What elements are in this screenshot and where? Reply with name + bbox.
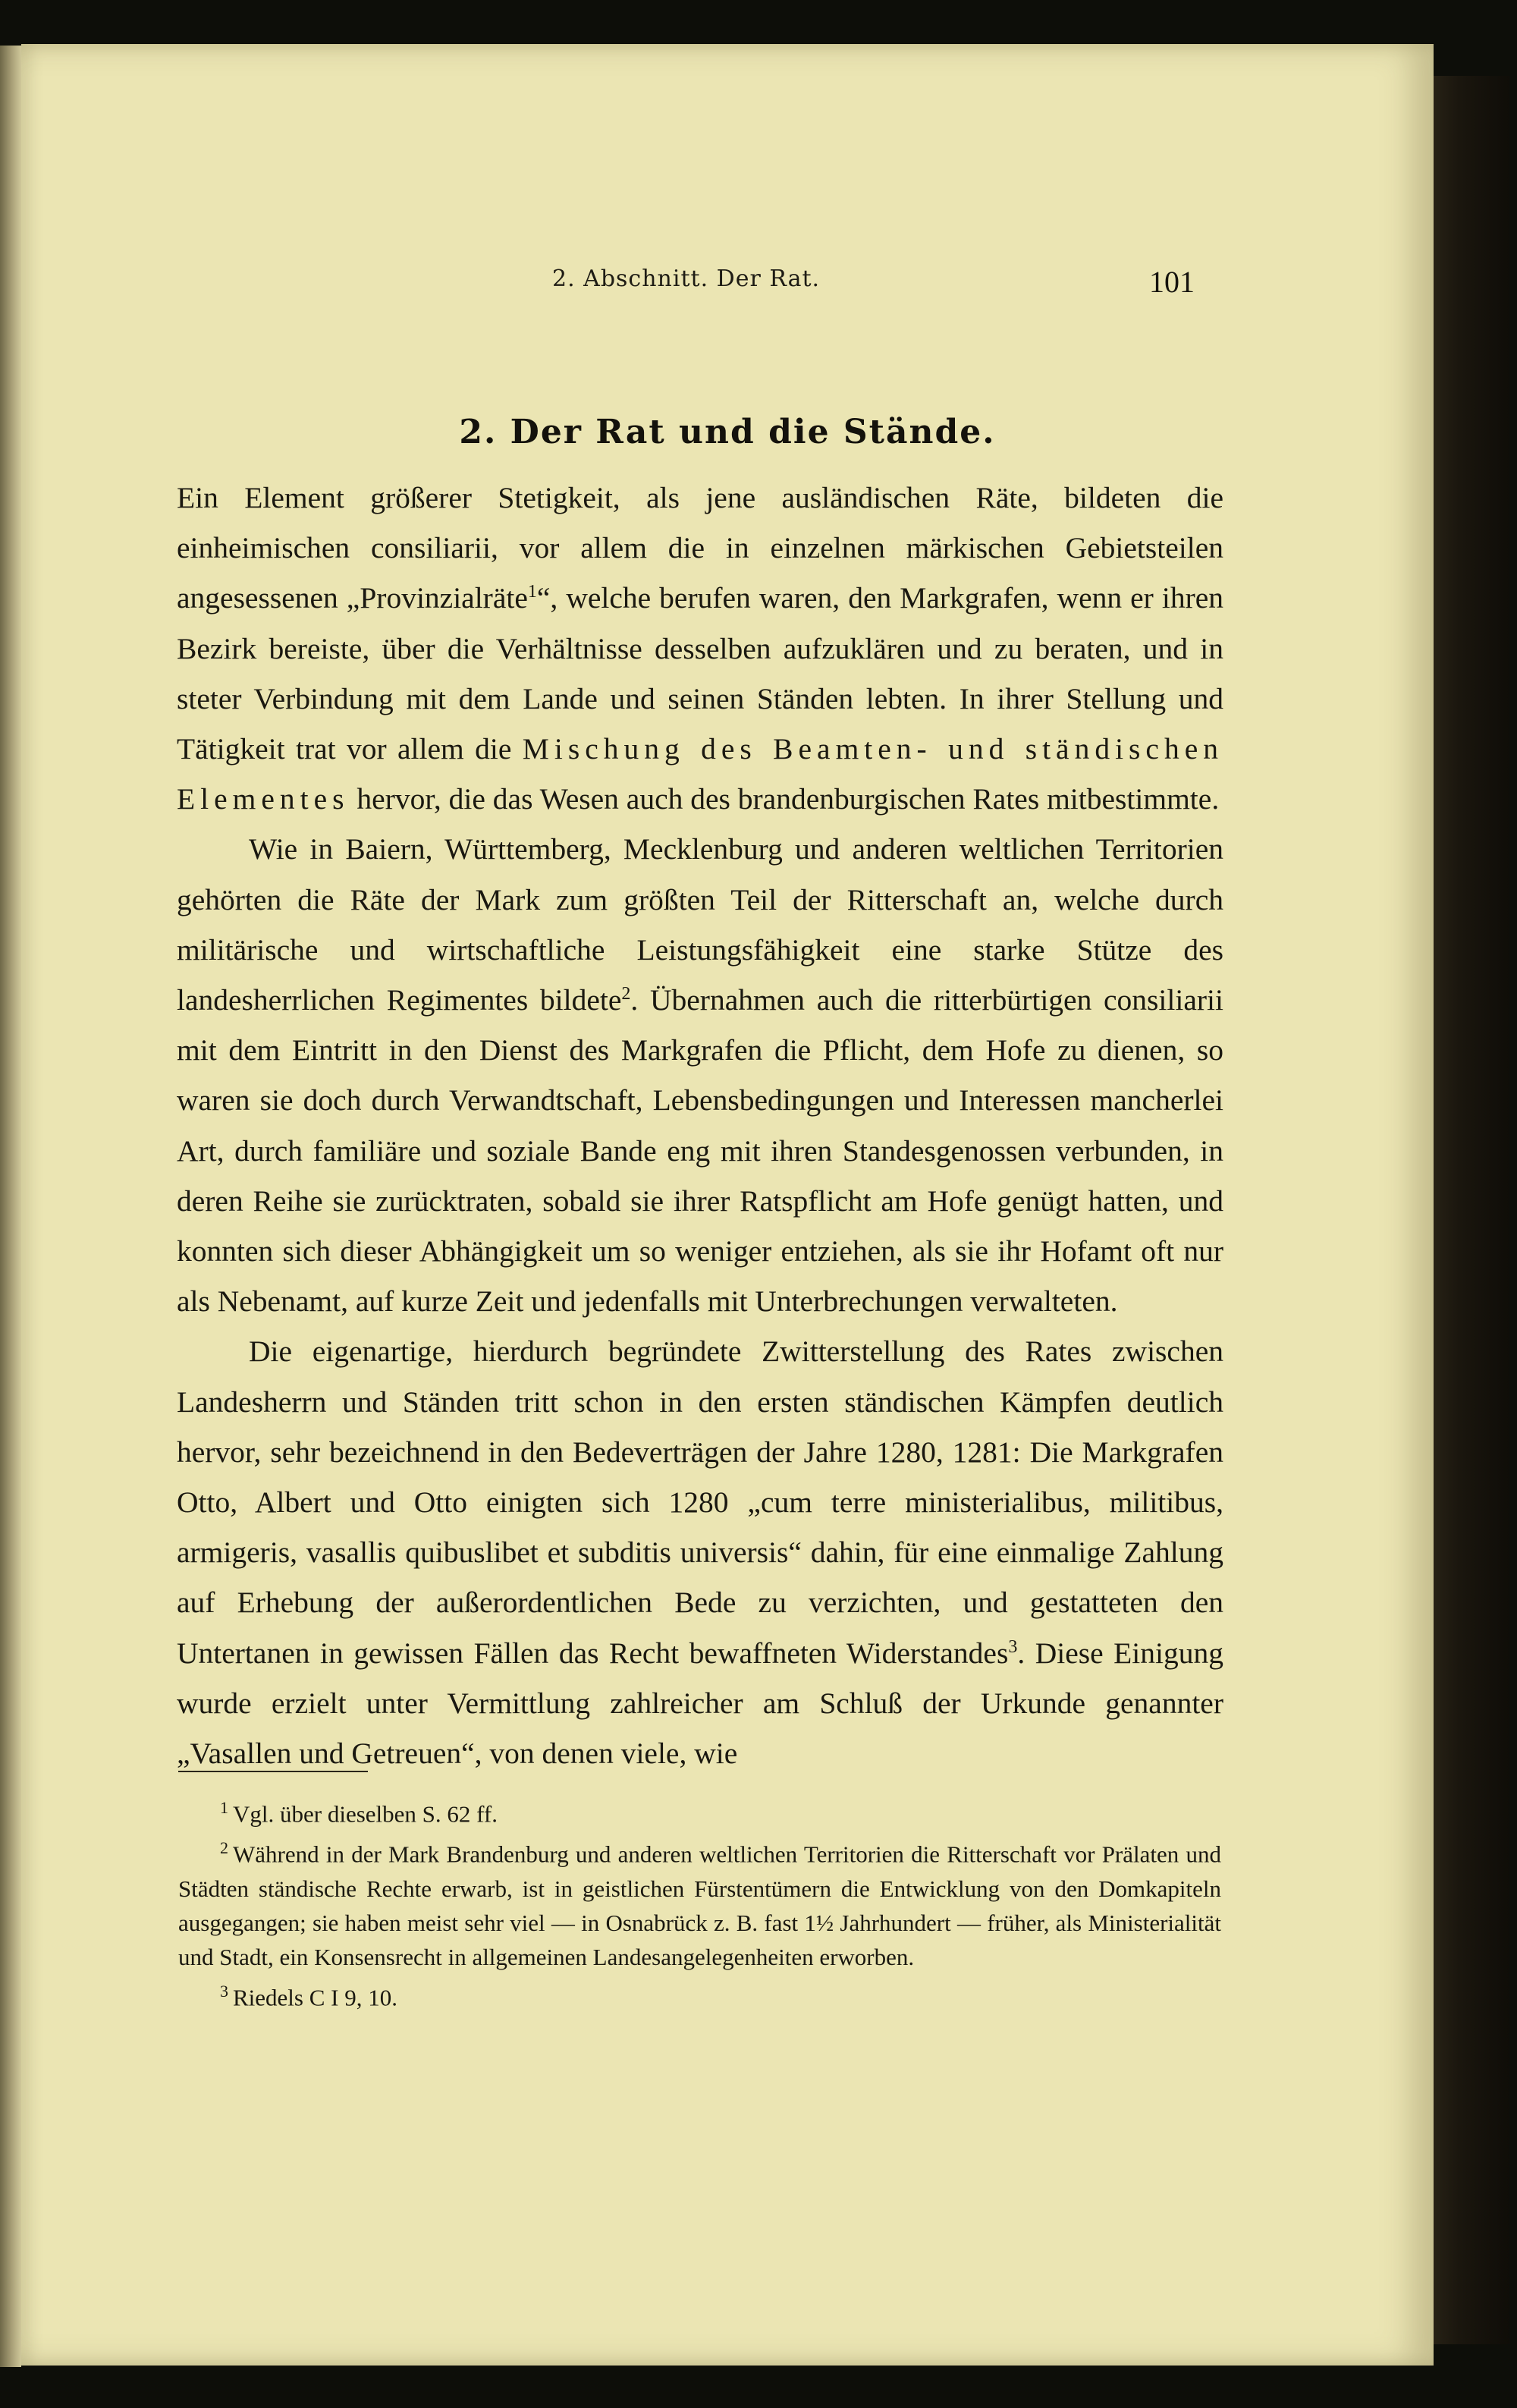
- book-page: [21, 44, 1434, 2366]
- footnote-number: 3: [220, 1981, 228, 2001]
- running-head-title: 2. Abschnitt. Der Rat.: [552, 266, 821, 292]
- page-number: 101: [1149, 265, 1195, 299]
- footnote-1: [178, 1790, 1221, 1831]
- footnote-rule: [178, 1771, 368, 1772]
- footnote-2: [178, 1831, 1221, 1973]
- paragraph-1-text-b: “, welche berufen waren, den Markgrafen, wenn er ihren Bezirk bereiste, über die Verhältnisse desselben aufzuklären und zu beraten, und in steter Verbindung mit dem Lande und seinen Ständen lebten. In ihrer Stellung und Tätigkeit trat vor allem die: [177, 581, 1224, 766]
- footnote-text: Riedels C I 9, 10.: [233, 1983, 397, 2010]
- book-spine-edge: [1426, 76, 1509, 2344]
- paragraph-3: [177, 1326, 1223, 1778]
- footnote-number: 1: [220, 1798, 228, 1817]
- paragraph-2: [177, 824, 1223, 1326]
- paragraph-2-text-a: Wie in Baiern, Württemberg, Mecklenburg und anderen weltlichen Territorien gehörten die Räte der Mark zum größten Teil der Ritterschaft an, welche durch militärische und wirtschaftliche Leistungsfähigkeit eine starke Stütze des landesherrlichen Regimentes bildete: [177, 832, 1223, 1017]
- paragraph-1: [177, 473, 1223, 824]
- running-head: [21, 266, 1434, 311]
- emphasized-phrase: Mischung des Beamten- und ständischen Elementes: [177, 732, 1223, 816]
- main-text: [177, 473, 1223, 1778]
- footnote-3: [178, 1974, 1221, 2014]
- footnote-text: Vgl. über dieselben S. 62 ff.: [233, 1800, 498, 1828]
- footnote-ref-2: 2: [621, 983, 631, 1004]
- paragraph-3-text-a: Die eigenartige, hierdurch begründete Zwitterstellung des Rates zwischen Landesherrn und Ständen tritt schon in den ersten ständischen Kämpfen deutlich hervor, sehr bezeichnend in den Bedeverträgen der Jahre 1280, 1281: Die Markgrafen Otto, Albert und Otto einigten sich 1280 „cum terre ministerialibus, militibus, armigeris, vasallis quibuslibet et subditis universis“ dahin, für eine einmalige Zahlung auf Erhebung der außerordentlichen Bede zu verzichten, und gestatteten den Untertanen in gewissen Fällen das Recht bewaffneten Widerstandes: [177, 1334, 1223, 1670]
- paragraph-1-text-c: hervor, die das Wesen auch des brandenburgischen Rates mitbestimmte.: [356, 782, 1220, 816]
- paragraph-2-text-b: . Übernahmen auch die ritterbürtigen consiliarii mit dem Eintritt in den Dienst des Markgrafen die Pflicht, dem Hofe zu dienen, so waren sie doch durch Verwandtschaft, Lebensbedingungen und Interessen mancherlei Art, durch familiäre und soziale Bande eng mit ihren Standesgenossen verbunden, in deren Reihe sie zurücktraten, sobald sie ihrer Ratspflicht am Hofe genügt hatten, und konnten sich dieser Abhängigkeit um so weniger entziehen, als sie ihr Hofamt oft nur als Nebenamt, auf kurze Zeit und jedenfalls mit Unterbrechungen verwalteten.: [177, 983, 1223, 1319]
- paragraph-3-text-b: . Diese Einigung wurde erzielt unter Vermittlung zahlreicher am Schluß der Urkunde genannter „Vasallen und Getreuen“, von denen viele, wie: [177, 1636, 1223, 1771]
- paragraph-1-text-a: Ein Element größerer Stetigkeit, als jene ausländischen Räte, bildeten die einheimischen consiliarii, vor allem die in einzelnen märkischen Gebietsteilen angesessenen „Provinzialräte: [177, 481, 1223, 615]
- facing-page-edge: [0, 46, 21, 2367]
- footnote-number: 2: [220, 1838, 228, 1858]
- footnote-ref-1: 1: [527, 582, 537, 602]
- footnote-ref-3: 3: [1008, 1636, 1018, 1657]
- footnote-text: Während in der Mark Brandenburg und anderen weltlichen Territorien die Ritterschaft vor Prälaten und Städten ständische Rechte erwarb, ist in geistlichen Fürstentümern die Entwicklung von den Domkapiteln ausgegangen; sie haben meist sehr viel — in Osnabrück z. B. fast 1½ Jahrhundert — früher, als Ministerialität und Stadt, ein Konsensrecht in allgemeinen Landesangelegenheiten erworben.: [178, 1841, 1221, 1970]
- section-heading: 2. Der Rat und die Stände.: [459, 413, 996, 451]
- footnotes: [178, 1790, 1221, 2014]
